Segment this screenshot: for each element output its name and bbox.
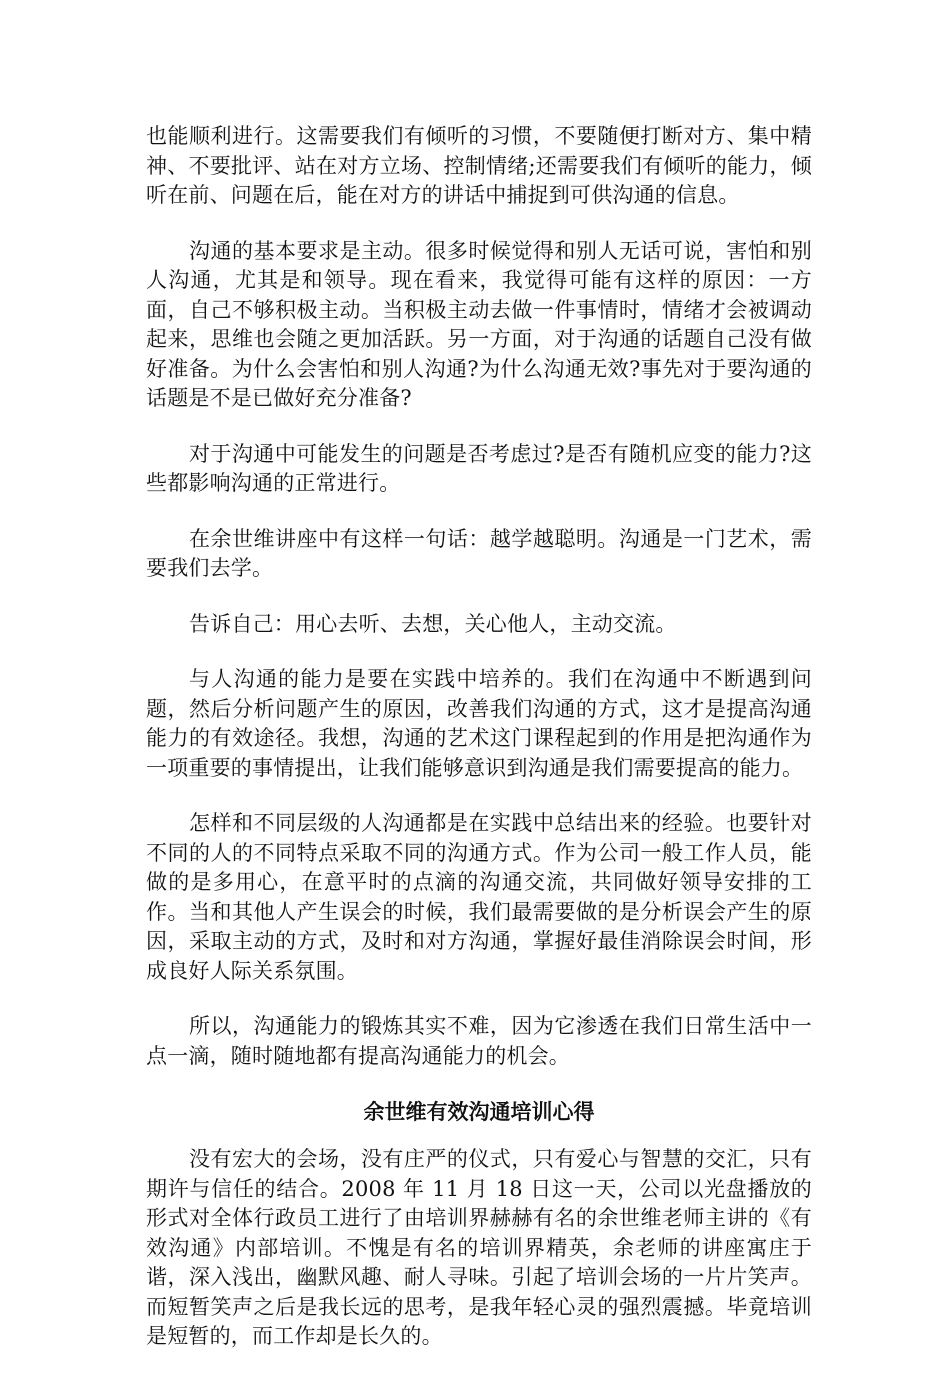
paragraph-different-levels: 怎样和不同层级的人沟通都是在实践中总结出来的经验。也要针对不同的人的不同特点采取不同的沟通方式。作为公司一般工作人员，能做的是多用心，在意平时的点滴的沟通交流，共同做好领导安排的工作。当和其他人产生误会的时候，我们最需要做的是分析误会产生的原因，采取主动的方式，及时和对方沟通，掌握好最佳消除误会时间，形成良好人际关系氛围。	[146, 811, 812, 983]
paragraph-listening: 也能顺利进行。这需要我们有倾听的习惯，不要随便打断对方、集中精神、不要批评、站在对方立场、控制情绪;还需要我们有倾听的能力，倾听在前、问题在后，能在对方的讲话中捕捉到可供沟通的信息。	[146, 124, 812, 207]
paragraph-conclusion: 所以，沟通能力的锻炼其实不难，因为它渗透在我们日常生活中一点一滴，随时随地都有提高沟通能力的机会。	[146, 1014, 812, 1068]
paragraph-practice: 与人沟通的能力是要在实践中培养的。我们在沟通中不断遇到问题，然后分析问题产生的原因，改善我们沟通的方式，这才是提高沟通能力的有效途径。我想，沟通的艺术这门课程起到的作用是把沟通作为一项重要的事情提出，让我们能够意识到沟通是我们需要提高的能力。	[146, 667, 812, 780]
paragraph-training-intro: 没有宏大的会场，没有庄严的仪式，只有爱心与智慧的交汇，只有期许与信任的结合。2008 年 11 月 18 日这一天，公司以光盘播放的形式对全体行政员工进行了由培训界赫赫有名的余世维老师主讲的《有效沟通》内部培训。不愧是有名的培训界精英，余老师的讲座寓庄于谐，深入浅出，幽默风趣、耐人寻味。引起了培训会场的一片片笑声。而短暂笑声之后是我长远的思考，是我年轻心灵的强烈震撼。毕竟培训是短暂的，而工作却是长久的。	[146, 1147, 812, 1348]
section-heading: 余世维有效沟通培训心得	[363, 1100, 595, 1124]
paragraph-lecture-quote: 在余世维讲座中有这样一句话：越学越聪明。沟通是一门艺术，需要我们去学。	[146, 526, 812, 580]
paragraph-problems: 对于沟通中可能发生的问题是否考虑过?是否有随机应变的能力?这些都影响沟通的正常进行。	[146, 441, 812, 495]
paragraph-initiative: 沟通的基本要求是主动。很多时候觉得和别人无话可说，害怕和别人沟通，尤其是和领导。现在看来，我觉得可能有这样的原因：一方面，自己不够积极主动。当积极主动去做一件事情时，情绪才会被调动起来，思维也会随之更加活跃。另一方面，对于沟通的话题自己没有做好准备。为什么会害怕和别人沟通?为什么沟通无效?事先对于要沟通的话题是不是已做好充分准备?	[146, 238, 812, 410]
paragraph-self-reminder: 告诉自己：用心去听、去想，关心他人，主动交流。	[189, 611, 677, 636]
document-page	[146, 122, 812, 1378]
